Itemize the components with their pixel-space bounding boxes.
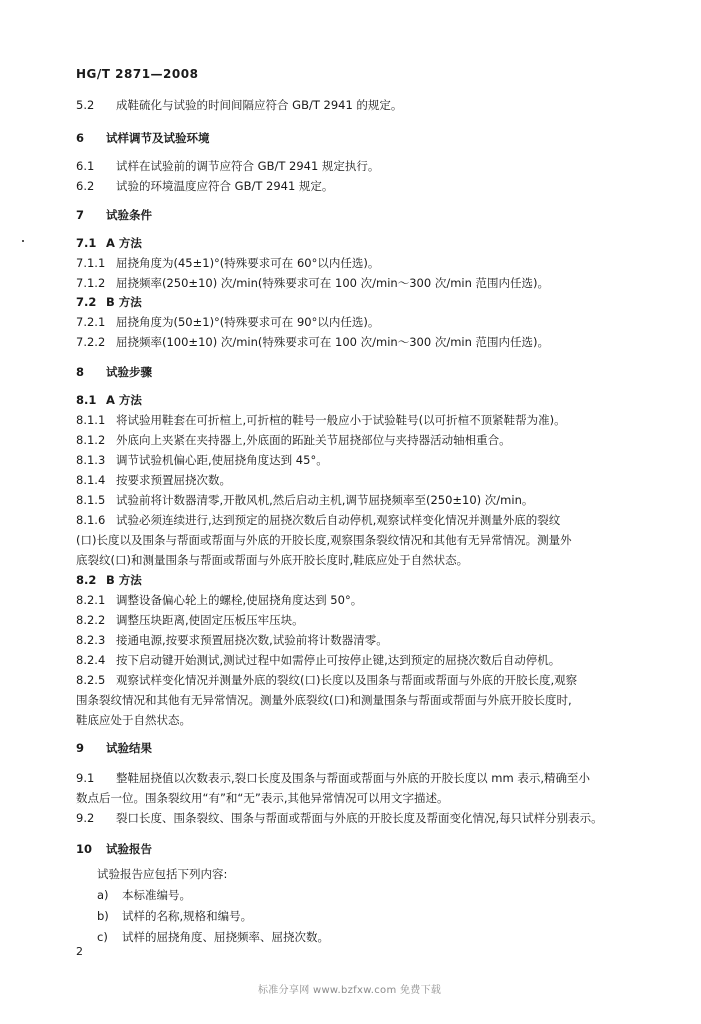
clause-number: 8.2.2 [76,613,106,627]
clause-8-1 [76,392,142,408]
list-item-a [97,887,191,903]
clause-8-1-3 [76,452,328,468]
clause-text: 数点后一位。围条裂纹用“有”和“无”表示,其他异常情况可以用文字描述。 [76,791,449,805]
clause-text: B 方法 [106,295,142,309]
clause-text: A 方法 [106,236,142,250]
clause-9-1 [76,770,590,786]
clause-text: 鞋底应处于自然状态。 [76,713,191,727]
section-title: 试样调节及试验环境 [106,131,210,145]
clause-number: 8.2.5 [76,673,106,687]
list-item-text: 试样的屈挠角度、屈挠频率、屈挠次数。 [122,930,329,944]
clause-text: 裂口长度、围条裂纹、围条与帮面或帮面与外底的开胶长度及帮面变化情况,每只试样分别表示。 [116,811,603,825]
clause-text: (口)长度以及围条与帮面或帮面与外底的开胶长度,观察围条裂纹情况和其他有无异常情况。测量外 [76,533,572,547]
clause-5-2 [76,97,402,113]
section-title: 试验步骤 [106,365,152,379]
clause-number: 6.1 [76,159,95,173]
clause-6-2 [76,178,333,194]
clause-text: 屈挠频率(250±10) 次/min(特殊要求可在 100 次/min～300 次/min 范围内任选)。 [116,276,550,290]
clause-number: 8.1.4 [76,473,106,487]
clause-8-1-6-cont-2 [76,552,468,568]
clause-number: 9.2 [76,811,95,825]
clause-8-1-2 [76,432,511,448]
clause-text: 调整设备偏心轮上的螺栓,使屈挠角度达到 50°。 [116,593,363,607]
section-10-heading [76,841,152,857]
list-marker: b) [97,909,109,923]
clause-8-2-1 [76,592,362,608]
section-title: 试验结果 [106,741,152,755]
clause-8-2-5-cont-2 [76,712,191,728]
clause-text: 试验必须连续进行,达到预定的屈挠次数后自动停机,观察试样变化情况并测量外底的裂纹 [116,513,561,527]
clause-text: 调整压块距离,使固定压板压牢压块。 [116,613,304,627]
clause-7-1 [76,235,142,251]
clause-text: 围条裂纹情况和其他有无异常情况。测量外底裂纹(口)和测量围条与帮面或帮面与外底开胶长度时, [76,693,572,707]
clause-7-2-1 [76,314,379,330]
clause-text: 屈挠角度为(50±1)°(特殊要求可在 90°以内任选)。 [116,315,380,329]
clause-8-1-1 [76,412,566,428]
clause-number: 8.2 [76,573,97,587]
section-number: 8 [76,365,85,379]
clause-7-2-2 [76,334,549,350]
clause-number: 8.1.3 [76,453,106,467]
clause-text: 成鞋硫化与试验的时间间隔应符合 GB/T 2941 的规定。 [116,98,403,112]
clause-8-2-2 [76,612,304,628]
clause-text: 屈挠角度为(45±1)°(特殊要求可在 60°以内任选)。 [116,256,380,270]
clause-7-1-1 [76,255,379,271]
clause-8-2-4 [76,652,560,668]
clause-number: 8.1.6 [76,513,106,527]
clause-number: 7.1.1 [76,256,106,270]
section-7-heading [76,207,152,223]
clause-text: 整鞋屈挠值以次数表示,裂口长度及围条与帮面或帮面与外底的开胶长度以 mm 表示,精确至小 [116,771,591,785]
clause-number: 8.2.1 [76,593,106,607]
section-number: 10 [76,842,93,856]
clause-9-1-cont [76,790,448,806]
clause-7-1-2 [76,275,549,291]
clause-8-2 [76,572,142,588]
clause-text: 按下启动键开始测试,测试过程中如需停止可按停止键,达到预定的屈挠次数后自动停机。 [116,653,561,667]
clause-number: 8.2.4 [76,653,106,667]
clause-number: 7.2 [76,295,97,309]
list-item-text: 试样的名称,规格和编号。 [122,909,253,923]
clause-number: 8.2.3 [76,633,106,647]
clause-number: 5.2 [76,98,95,112]
section-6-heading [76,130,210,146]
list-marker: a) [97,888,109,902]
clause-number: 7.2.1 [76,315,106,329]
list-item-text: 本标准编号。 [122,888,191,902]
clause-8-1-6 [76,512,560,528]
standard-code-header: HG/T 2871—2008 [76,67,199,81]
clause-number: 8.1.2 [76,433,106,447]
clause-number: 8.1 [76,393,97,407]
clause-number: 8.1.1 [76,413,106,427]
clause-9-2 [76,810,603,826]
clause-number: 7.2.2 [76,335,106,349]
clause-number: 9.1 [76,771,95,785]
clause-8-1-6-cont-1 [76,532,572,548]
clause-text: 调节试验机偏心距,使屈挠角度达到 45°。 [116,453,328,467]
section-9-heading [76,740,152,756]
clause-number: 7.1.2 [76,276,106,290]
list-item-c [97,929,329,945]
scan-speck [22,240,24,242]
clause-8-2-5 [76,672,577,688]
clause-8-2-3 [76,632,388,648]
clause-text: 试验的环境温度应符合 GB/T 2941 规定。 [116,179,334,193]
clause-7-2 [76,294,142,310]
section-title: 试验报告 [106,842,152,856]
clause-8-1-5 [76,492,533,508]
clause-text: 按要求预置屈挠次数。 [116,473,231,487]
clause-number: 8.1.5 [76,493,106,507]
clause-text: 试验前将计数器清零,开散风机,然后启动主机,调节屈挠频率至(250±10) 次/min。 [116,493,534,507]
clause-8-1-4 [76,472,231,488]
section-title: 试验条件 [106,208,152,222]
section-number: 7 [76,208,85,222]
page-number: 2 [76,945,83,958]
clause-number: 6.2 [76,179,95,193]
clause-8-2-5-cont-1 [76,692,572,708]
section-number: 9 [76,741,85,755]
section-number: 6 [76,131,85,145]
clause-text: B 方法 [106,573,142,587]
report-intro [97,866,227,882]
section-8-heading [76,364,152,380]
clause-6-1 [76,158,379,174]
list-marker: c) [97,930,108,944]
clause-text: 屈挠频率(100±10) 次/min(特殊要求可在 100 次/min～300 次/min 范围内任选)。 [116,335,550,349]
clause-text: 将试验用鞋套在可折楦上,可折楦的鞋号一般应小于试验鞋号(以可折楦不顶紧鞋帮为准)。 [116,413,566,427]
paragraph-text: 试验报告应包括下列内容: [97,867,228,881]
clause-text: 接通电源,按要求预置屈挠次数,试验前将计数器清零。 [116,633,388,647]
list-item-b [97,908,252,924]
clause-text: 底裂纹(口)和测量围条与帮面或帮面与外底开胶长度时,鞋底应处于自然状态。 [76,553,469,567]
clause-text: 试样在试验前的调节应符合 GB/T 2941 规定执行。 [116,159,380,173]
footer-watermark: 标准分享网 www.bzfxw.com 免费下载 [258,985,442,996]
clause-text: 观察试样变化情况并测量外底的裂纹(口)长度以及围条与帮面或帮面与外底的开胶长度,观察 [116,673,578,687]
clause-text: 外底向上夹紧在夹持器上,外底面的跖趾关节屈挠部位与夹持器活动轴相重合。 [116,433,511,447]
clause-number: 7.1 [76,236,97,250]
clause-text: A 方法 [106,393,142,407]
